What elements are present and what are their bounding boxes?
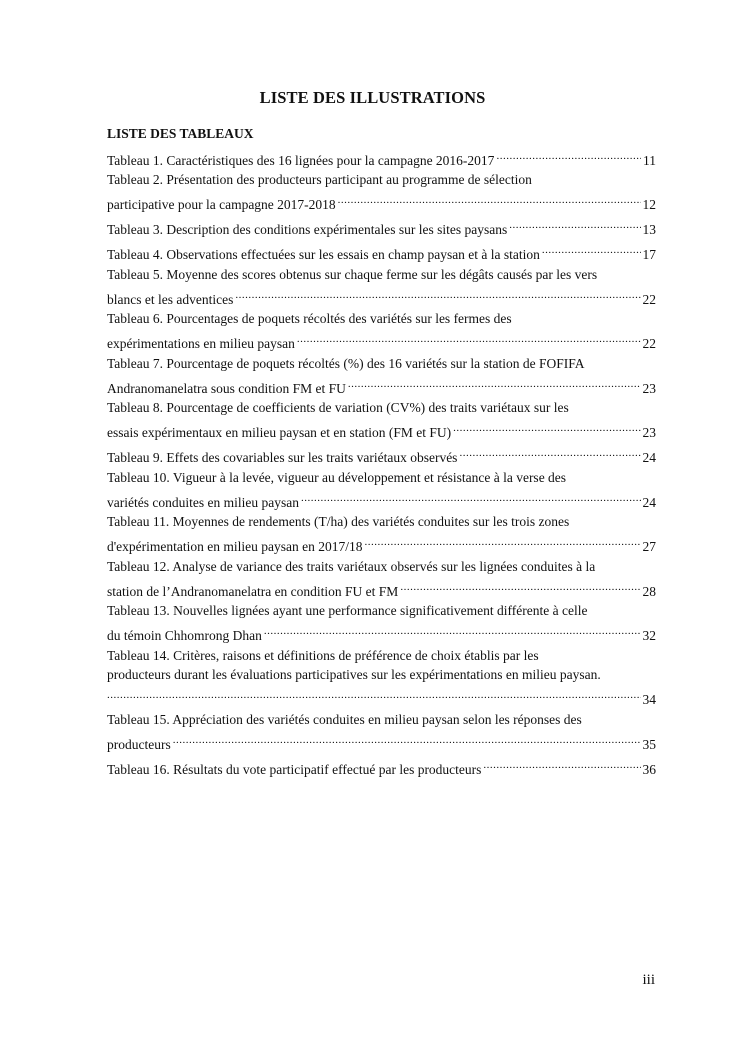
toc-entry-text: variétés conduites en milieu paysan	[107, 494, 299, 510]
toc-leader-dots	[107, 685, 641, 705]
toc-entry-text: Tableau 13. Nouvelles lignées ayant une performance significativement différente à celle	[107, 603, 588, 618]
toc-entry-text: producteurs	[107, 736, 171, 752]
toc-entry[interactable]	[107, 398, 656, 443]
toc-leader-dots	[235, 284, 640, 304]
toc-entry[interactable]	[107, 710, 656, 755]
toc-page-number: 23	[642, 380, 656, 396]
page-title: LISTE DES ILLUSTRATIONS	[259, 88, 486, 107]
toc-entry-text: Tableau 2. Présentation des producteurs participant au programme de sélection	[107, 172, 532, 187]
section-heading: LISTE DES TABLEAUX	[107, 126, 254, 141]
toc-entry[interactable]	[107, 601, 656, 646]
toc-entry-text: participative pour la campagne 2017-2018	[107, 197, 336, 212]
toc-leader-dots	[496, 145, 641, 165]
toc-page-number: 27	[642, 539, 656, 554]
toc-page-number: 24	[642, 494, 656, 510]
toc-page-number: 11	[643, 152, 656, 168]
toc-page-number: 28	[642, 583, 656, 599]
toc-page-number: 34	[642, 692, 656, 707]
toc-entry-text: Tableau 6. Pourcentages de poquets récoltés des variétés sur les fermes des	[107, 311, 512, 326]
toc-page-number: 22	[642, 291, 656, 307]
toc-page-number: 24	[642, 450, 656, 465]
toc-leader-dots	[483, 754, 640, 774]
toc-page-number: 23	[642, 425, 656, 440]
toc-entry[interactable]	[107, 170, 656, 215]
toc-entry[interactable]	[107, 754, 656, 779]
toc-entry-text: Tableau 5. Moyenne des scores obtenus sur chaque ferme sur les dégâts causés par les vers	[107, 266, 598, 282]
toc-leader-dots	[297, 329, 641, 349]
toc-leader-dots	[348, 373, 641, 393]
toc-leader-dots	[400, 576, 640, 596]
toc-leader-dots	[459, 443, 640, 463]
toc-leader-dots	[453, 418, 640, 438]
toc-entry-text: Andranomanelatra sous condition FM et FU	[107, 380, 346, 396]
toc-leader-dots	[338, 190, 641, 210]
page-number: iii	[642, 972, 655, 988]
toc-entry-text: producteurs durant les évaluations participatives sur les expérimentations en milieu paysan.	[107, 667, 601, 682]
toc-entry[interactable]	[107, 240, 656, 265]
toc-entry-text: Tableau 7. Pourcentage de poquets récoltés (%) des 16 variétés sur la station de FOFIFA	[107, 355, 585, 371]
toc-entry-text: Tableau 9. Effets des covariables sur les traits variétaux observés	[107, 450, 458, 465]
toc-entry[interactable]	[107, 145, 656, 170]
toc-entry-text: essais expérimentaux en milieu paysan et en station (FM et FU)	[107, 425, 452, 440]
toc-entry-text: Tableau 15. Appréciation des variétés conduites en milieu paysan selon les réponses des	[107, 711, 582, 727]
toc-entry[interactable]	[107, 557, 656, 602]
toc-entry-text: d'expérimentation en milieu paysan en 2017/18	[107, 539, 363, 554]
toc-entry-text: Tableau 10. Vigueur à la levée, vigueur au développement et résistance à la verse des	[107, 469, 567, 485]
toc-entry[interactable]	[107, 468, 656, 513]
toc-entry-text: Tableau 3. Description des conditions expérimentales sur les sites paysans	[107, 222, 508, 237]
toc-entry-text: station de l’Andranomanelatra en condition FU et FM	[107, 583, 399, 599]
toc-leader-dots	[264, 621, 641, 641]
toc-entry[interactable]	[107, 443, 656, 468]
toc-entry-text: Tableau 14. Critères, raisons et définitions de préférence de choix établis par les	[107, 647, 539, 663]
toc-entry-text: Tableau 12. Analyse de variance des traits variétaux observés sur les lignées conduites à la	[107, 558, 596, 574]
toc-page-number: 22	[642, 336, 656, 351]
toc-page-number: 12	[642, 197, 656, 212]
toc-entry-text: Tableau 8. Pourcentage de coefficients de variation (CV%) des traits variétaux sur les	[107, 400, 569, 415]
toc-leader-dots	[301, 487, 641, 507]
toc-page-number: 17	[642, 247, 656, 262]
toc-entry[interactable]	[107, 265, 656, 310]
toc-page-number: 32	[642, 628, 656, 643]
toc-entry[interactable]	[107, 354, 656, 399]
toc-entry-text: du témoin Chhomrong Dhan	[107, 628, 262, 643]
toc-entry-text: Tableau 11. Moyennes de rendements (T/ha) des variétés conduites sur les trois zones	[107, 514, 570, 529]
toc-entry-text: blancs et les adventices	[107, 291, 234, 307]
toc-entry-text: expérimentations en milieu paysan	[107, 336, 295, 351]
toc-leader-dots	[542, 240, 641, 260]
toc-page-number: 35	[642, 736, 656, 752]
toc-list	[107, 145, 656, 779]
toc-page-number: 13	[642, 222, 656, 237]
toc-leader-dots	[509, 215, 640, 235]
toc-entry-text: Tableau 4. Observations effectuées sur les essais en champ paysan et à la station	[107, 247, 540, 262]
toc-entry-text: Tableau 1. Caractéristiques des 16 lignées pour la campagne 2016-2017	[107, 152, 495, 168]
toc-leader-dots	[173, 729, 641, 749]
toc-entry[interactable]	[107, 215, 656, 240]
toc-entry[interactable]	[107, 309, 656, 354]
toc-entry[interactable]	[107, 646, 656, 710]
toc-leader-dots	[365, 532, 641, 552]
toc-page-number: 36	[642, 761, 656, 777]
toc-entry[interactable]	[107, 512, 656, 557]
toc-entry-text: Tableau 16. Résultats du vote participatif effectué par les producteurs	[107, 761, 482, 777]
